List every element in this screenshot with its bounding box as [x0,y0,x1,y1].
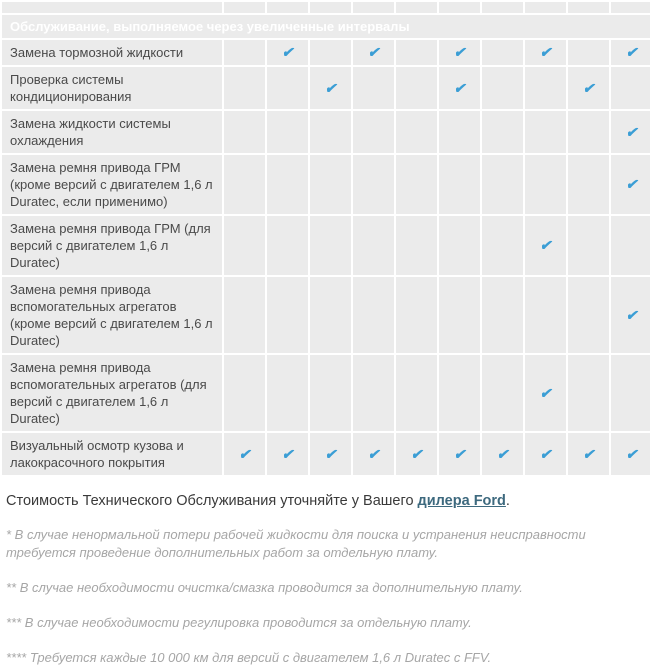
check-cell [224,277,265,353]
footnote-2: ** В случае необходимости очистка/смазка проводится за дополнительную плату. [6,580,523,595]
check-cell [396,111,437,153]
check-cell [439,155,480,214]
check-cell: ✔ [310,433,351,475]
strip-cell [611,2,650,13]
check-cell [482,111,523,153]
check-cell [482,277,523,353]
check-cell [267,155,308,214]
check-cell: ✔ [353,433,394,475]
footnote-3: *** В случае необходимости регулировка проводится за отдельную плату. [6,615,472,630]
check-cell: ✔ [568,67,609,109]
check-cell [310,355,351,431]
service-table-body [2,2,650,475]
check-cell [310,216,351,275]
strip-cell [568,2,609,13]
check-cell [482,155,523,214]
check-cell: ✔ [353,40,394,65]
check-cell [267,67,308,109]
check-cell [310,155,351,214]
service-label: Замена ремня привода ГРМ (для версий с двигателем 1,6 л Duratec) [2,216,222,275]
check-cell [396,67,437,109]
strip-cell [525,2,566,13]
service-label: Замена ремня привода вспомогательных агрегатов (для версий с двигателем 1,6 л Duratec) [2,355,222,431]
check-cell: ✔ [525,355,566,431]
check-cell [525,67,566,109]
table-row [2,40,650,65]
service-label: Замена ремня привода вспомогательных агрегатов (кроме версий с двигателем 1,6 л Duratec) [2,277,222,353]
check-cell [224,111,265,153]
check-cell: ✔ [525,216,566,275]
service-label: Проверка системы кондиционирования [2,67,222,109]
check-cell [224,355,265,431]
service-label: Визуальный осмотр кузова и лакокрасочного покрытия [2,433,222,475]
check-cell [611,216,650,275]
check-cell: ✔ [568,433,609,475]
check-cell [611,355,650,431]
check-cell: ✔ [611,277,650,353]
check-cell: ✔ [439,40,480,65]
check-cell: ✔ [267,433,308,475]
footnote-4: **** Требуется каждые 10 000 км для версий с двигателем 1,6 л Duratec с FFV. [6,650,492,665]
check-cell [482,355,523,431]
check-cell: ✔ [439,67,480,109]
check-cell [353,111,394,153]
check-cell [396,155,437,214]
check-cell [396,277,437,353]
cost-note-text: Стоимость Технического Обслуживания уточняйте у Вашего [6,493,418,509]
check-cell [353,216,394,275]
check-cell: ✔ [310,67,351,109]
check-cell [439,216,480,275]
strip-cell [482,2,523,13]
check-cell [611,67,650,109]
check-cell: ✔ [224,433,265,475]
check-cell: ✔ [396,433,437,475]
table-top-strip-row [2,2,650,13]
table-row [2,277,650,353]
check-cell [439,355,480,431]
table-row [2,155,650,214]
table-row [2,67,650,109]
table-header-row [2,15,650,38]
check-cell [525,277,566,353]
check-cell [482,216,523,275]
check-cell [568,277,609,353]
strip-cell [353,2,394,13]
check-cell [353,277,394,353]
table-row [2,216,650,275]
check-cell [224,67,265,109]
check-cell [267,355,308,431]
check-cell [353,355,394,431]
ford-dealer-link[interactable]: дилера Ford [417,493,506,509]
footnote-1: * В случае ненормальной потери рабочей жидкости для поиска и устранения неисправности требуется проведение дополнительных работ за отдельную плату. [6,527,586,560]
check-cell: ✔ [267,40,308,65]
check-cell [224,155,265,214]
table-row [2,433,650,475]
strip-cell [2,2,222,13]
check-cell: ✔ [525,40,566,65]
table-row [2,111,650,153]
strip-cell [396,2,437,13]
table-section-header: Обслуживание, выполняемое через увеличенные интервалы [2,15,650,38]
cost-note-period: . [505,493,510,509]
check-cell [439,277,480,353]
check-cell [568,216,609,275]
cost-note [6,493,644,509]
strip-cell [439,2,480,13]
footer [0,477,650,667]
check-cell: ✔ [611,111,650,153]
check-cell [310,277,351,353]
check-cell [439,111,480,153]
check-cell: ✔ [611,40,650,65]
check-cell: ✔ [611,155,650,214]
check-cell [267,111,308,153]
check-cell [482,67,523,109]
check-cell [396,355,437,431]
strip-cell [224,2,265,13]
check-cell: ✔ [525,433,566,475]
service-label: Замена жидкости системы охлаждения [2,111,222,153]
check-cell [353,67,394,109]
table-row [2,355,650,431]
check-cell: ✔ [482,433,523,475]
check-cell: ✔ [611,433,650,475]
service-label: Замена ремня привода ГРМ (кроме версий с двигателем 1,6 л Duratec, если применимо) [2,155,222,214]
check-cell [267,216,308,275]
check-cell [568,355,609,431]
check-cell [310,40,351,65]
check-cell [482,40,523,65]
check-cell [224,40,265,65]
check-cell [568,40,609,65]
check-cell [396,40,437,65]
service-label: Замена тормозной жидкости [2,40,222,65]
check-cell [568,155,609,214]
check-cell [224,216,265,275]
check-cell: ✔ [439,433,480,475]
check-cell [267,277,308,353]
check-cell [310,111,351,153]
check-cell [525,155,566,214]
check-cell [396,216,437,275]
check-cell [525,111,566,153]
check-cell [568,111,609,153]
strip-cell [310,2,351,13]
check-cell [353,155,394,214]
strip-cell [267,2,308,13]
